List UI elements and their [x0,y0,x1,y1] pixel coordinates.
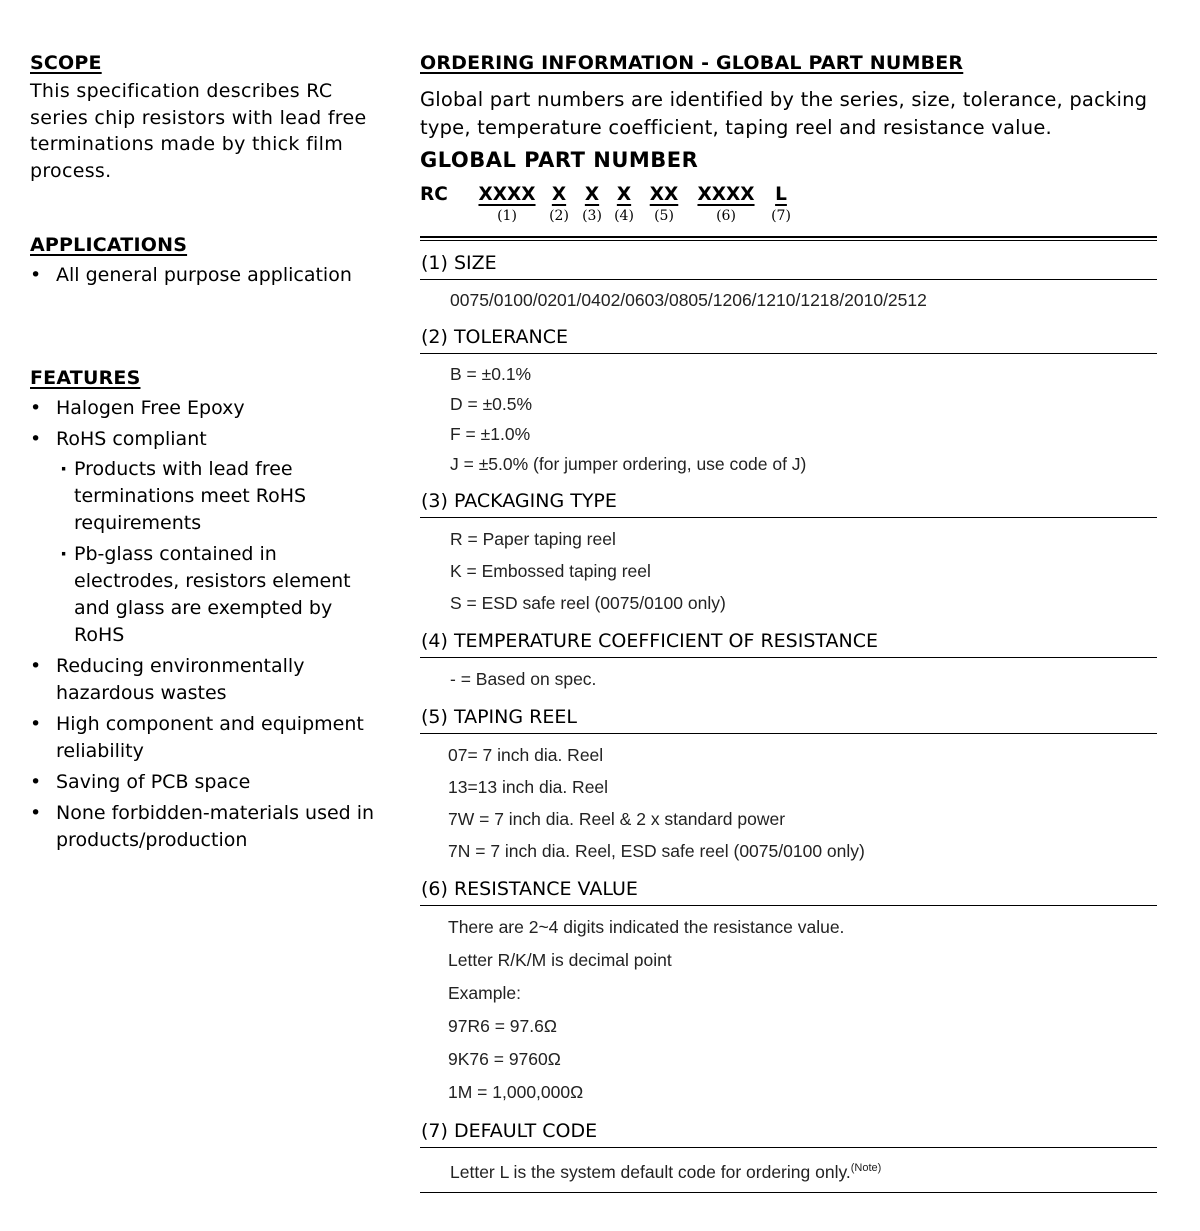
taping-heading: (5) TAPING REEL [421,706,577,728]
rohs-sub-item: · Products with lead free terminations meet RoHS requirements [56,456,375,537]
resistance-row: 9K76 = 9760Ω [448,1049,561,1069]
code-index: (3) [582,208,602,224]
code-resistance: XXXX [697,184,755,205]
feature-item: • Halogen Free Epoxy [30,395,375,422]
tcr-heading: (4) TEMPERATURE COEFFICIENT OF RESISTANCE [421,630,879,652]
size-heading: (1) SIZE [421,252,497,274]
code-tolerance: X [551,184,567,205]
code-index: (7) [771,208,791,224]
tolerance-row: J = ±5.0% (for jumper ordering, use code of J) [450,454,807,474]
resistance-row: 1M = 1,000,000Ω [448,1082,584,1102]
code-taping: XX [649,184,679,205]
resistance-row: There are 2~4 digits indicated the resistance value. [448,917,845,937]
feature-item-rohs [30,426,375,649]
feature-item-label: RoHS compliant [56,428,207,450]
divider [420,1147,1157,1148]
code-index: (6) [716,208,736,224]
right-column [420,50,1157,1193]
tolerance-heading: (2) TOLERANCE [421,326,569,348]
default-row [450,1153,1157,1187]
resistance-heading: (6) RESISTANCE VALUE [421,878,638,900]
code-index: (2) [549,208,569,224]
default-heading: (7) DEFAULT CODE [421,1120,598,1142]
features-title: FEATURES [30,367,141,389]
global-part-number-title: GLOBAL PART NUMBER [420,148,699,172]
code-series: RC [420,184,448,205]
rohs-sub-list [56,456,375,649]
left-column [30,50,375,858]
tolerance-body [420,359,1157,479]
taping-body [420,739,1157,867]
code-packaging: X [584,184,600,205]
divider [420,905,1157,906]
packaging-heading: (3) PACKAGING TYPE [421,490,617,512]
taping-row: 13=13 inch dia. Reel [448,777,609,797]
divider [420,733,1157,734]
packaging-row: R = Paper taping reel [450,529,616,549]
taping-row: 7W = 7 inch dia. Reel & 2 x standard power [448,809,786,829]
packaging-row: S = ESD safe reel (0075/0100 only) [450,593,726,613]
tcr-row: - = Based on spec. [450,669,597,689]
divider [420,517,1157,518]
taping-row: 7N = 7 inch dia. Reel, ESD safe reel (0075/0100 only) [448,841,865,861]
code-tcr: X [616,184,632,205]
divider [420,353,1157,354]
default-text: Letter L is the system default code for ordering only. [450,1161,851,1182]
code-default: L [775,184,787,205]
feature-item: • None forbidden-materials used in products/production [30,800,375,854]
packaging-body [420,523,1157,619]
divider [420,1192,1157,1193]
code-size: XXXX [478,184,536,205]
resistance-row: Letter R/K/M is decimal point [448,950,672,970]
tcr-body [420,663,1157,695]
packaging-row: K = Embossed taping reel [450,561,651,581]
resistance-body [420,911,1157,1109]
size-row: 0075/0100/0201/0402/0603/0805/1206/1210/1218/2010/2512 [450,290,927,310]
feature-item: • Saving of PCB space [30,769,375,796]
code-index: (1) [497,208,517,224]
divider [420,657,1157,658]
applications-title: APPLICATIONS [30,234,188,256]
code-index: (5) [654,208,674,224]
feature-item: • High component and equipment reliability [30,711,375,765]
applications-item: • All general purpose application [30,262,375,289]
double-divider [420,236,1157,241]
divider [420,279,1157,280]
code-index: (4) [614,208,634,224]
resistance-row: Example: [448,983,521,1003]
size-body [420,285,1157,315]
scope-text: This specification describes RC series chip resistors with lead free terminations made by thick film process. [30,80,367,182]
tolerance-row: D = ±0.5% [450,394,533,414]
part-number-code [420,184,1157,208]
resistance-row: 97R6 = 97.6Ω [448,1016,557,1036]
rohs-sub-item: · Pb-glass contained in electrodes, resistors element and glass are exempted by RoHS [56,541,375,649]
ordering-intro: Global part numbers are identified by the series, size, tolerance, packing type, temperature coefficient, taping reel and resistance value. [420,88,1148,139]
features-list [30,395,375,854]
ordering-title: ORDERING INFORMATION - GLOBAL PART NUMBER [420,52,964,74]
note-superscript: (Note) [850,1162,882,1174]
tolerance-row: B = ±0.1% [450,364,532,384]
scope-title: SCOPE [30,52,102,74]
part-number-indices [420,208,1157,230]
applications-list [30,262,375,289]
feature-item: • Reducing environmentally hazardous wastes [30,653,375,707]
tolerance-row: F = ±1.0% [450,424,531,444]
default-body [420,1153,1157,1187]
code-index [420,208,472,230]
taping-row: 07= 7 inch dia. Reel [448,745,604,765]
